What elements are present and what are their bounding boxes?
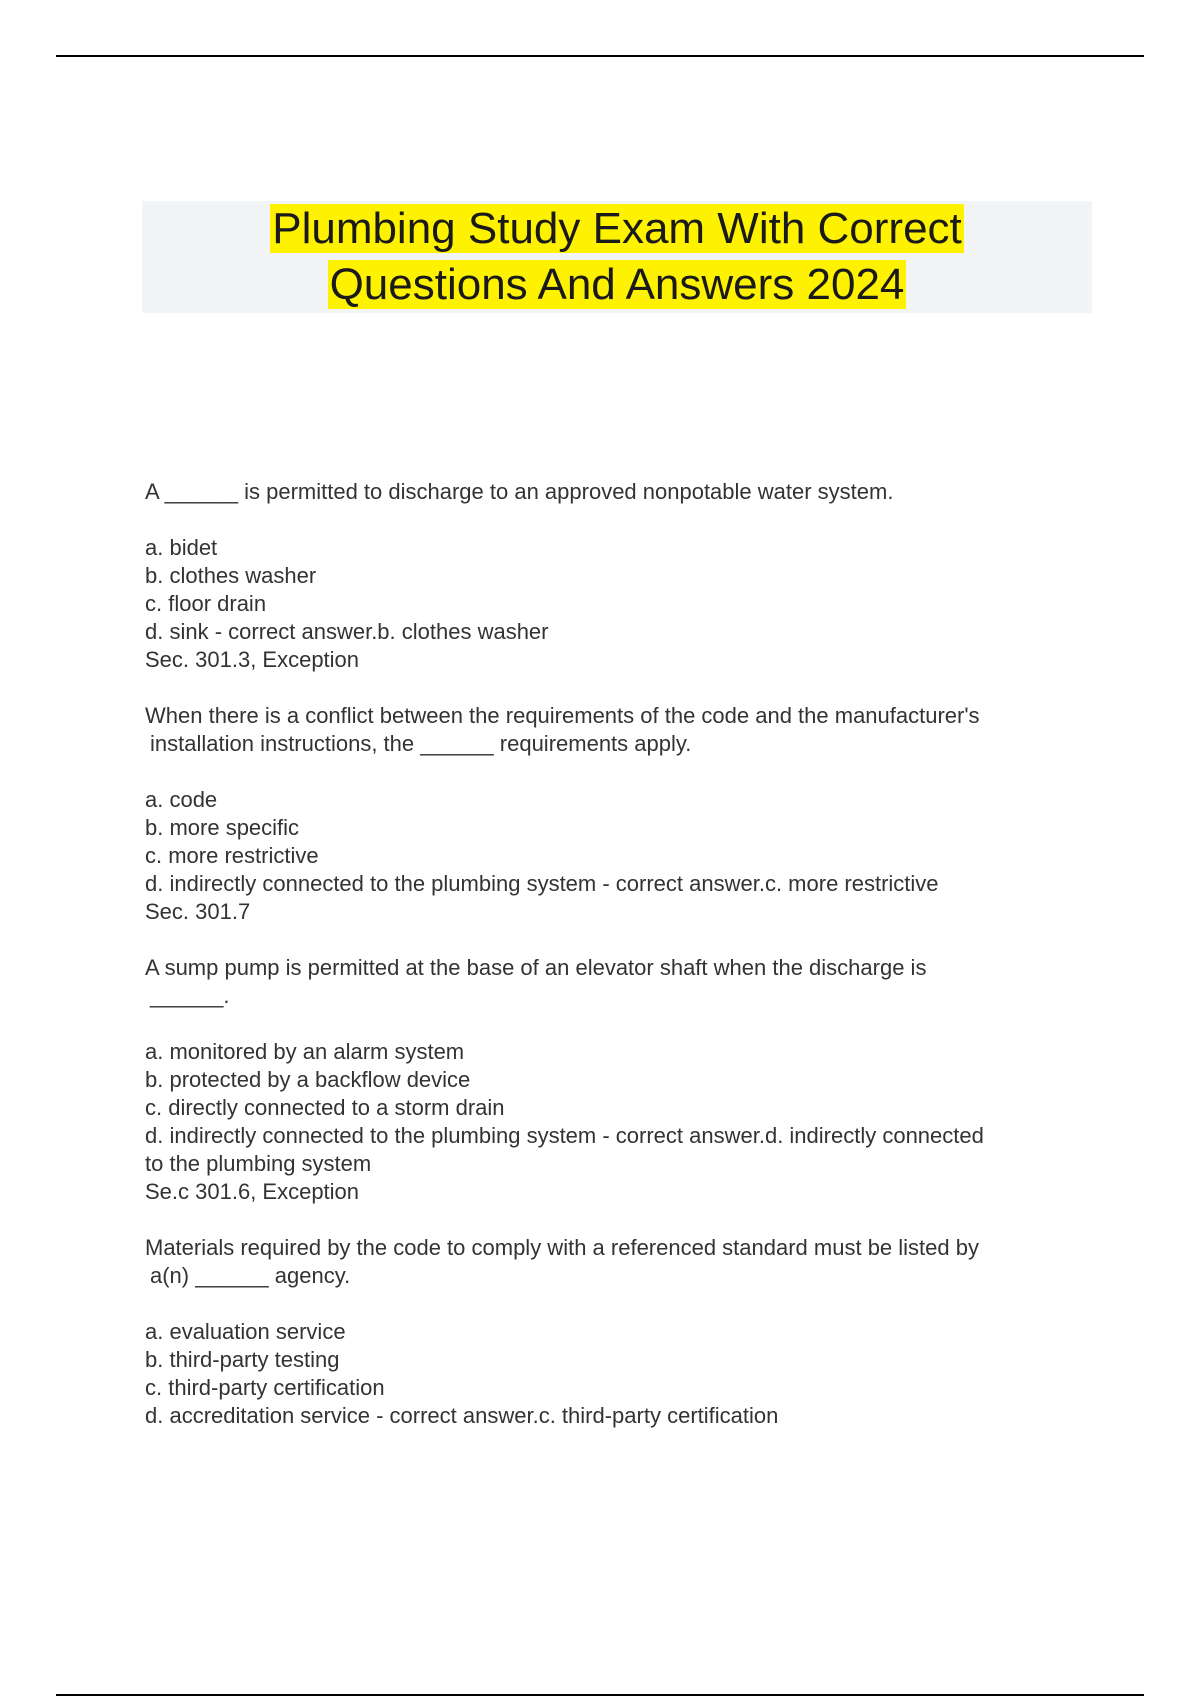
reference-line: Se.c 301.6, Exception	[145, 1179, 360, 1204]
question-line: ______.	[150, 983, 230, 1008]
title-line-1: Plumbing Study Exam With Correct	[272, 204, 962, 253]
question-line: A ______ is permitted to discharge to an approved nonpotable water system.	[145, 479, 894, 504]
question-line: A sump pump is permitted at the base of an elevator shaft when the discharge is	[145, 955, 927, 980]
option-list	[145, 534, 1095, 674]
question-text	[145, 1234, 1095, 1290]
question-text	[145, 478, 1095, 506]
question-list	[145, 478, 1095, 1458]
option-item: d. accreditation service - correct answer.c. third-party certification	[145, 1403, 779, 1428]
question-line: When there is a conflict between the requirements of the code and the manufacturer's	[145, 703, 980, 728]
option-item: c. third-party certification	[145, 1375, 385, 1400]
option-item-continued: to the plumbing system	[145, 1151, 372, 1176]
document-title	[142, 201, 1092, 313]
option-list	[145, 786, 1095, 926]
bottom-rule	[56, 1694, 1144, 1696]
option-item: a. monitored by an alarm system	[145, 1039, 465, 1064]
question-text	[145, 954, 1095, 1010]
question-line: a(n) ______ agency.	[150, 1263, 351, 1288]
option-item: d. sink - correct answer.b. clothes washer	[145, 619, 549, 644]
option-item: c. floor drain	[145, 591, 267, 616]
option-item: a. bidet	[145, 535, 218, 560]
option-item: b. third-party testing	[145, 1347, 340, 1372]
option-item: d. indirectly connected to the plumbing system - correct answer.d. indirectly connected	[145, 1123, 984, 1148]
option-item: b. more specific	[145, 815, 300, 840]
option-item: a. evaluation service	[145, 1319, 346, 1344]
option-item: a. code	[145, 787, 218, 812]
question-line: Materials required by the code to comply with a referenced standard must be listed by	[145, 1235, 979, 1260]
option-item: c. more restrictive	[145, 843, 319, 868]
option-list	[145, 1318, 1095, 1430]
option-item: b. clothes washer	[145, 563, 317, 588]
option-item: b. protected by a backflow device	[145, 1067, 471, 1092]
reference-line: Sec. 301.7	[145, 899, 251, 924]
option-list	[145, 1038, 1095, 1206]
title-line-2: Questions And Answers 2024	[329, 260, 905, 309]
option-item: c. directly connected to a storm drain	[145, 1095, 505, 1120]
question-text	[145, 702, 1095, 758]
top-rule	[56, 55, 1144, 57]
reference-line: Sec. 301.3, Exception	[145, 647, 360, 672]
option-item: d. indirectly connected to the plumbing system - correct answer.c. more restrictive	[145, 871, 939, 896]
question-line: installation instructions, the ______ requirements apply.	[150, 731, 692, 756]
